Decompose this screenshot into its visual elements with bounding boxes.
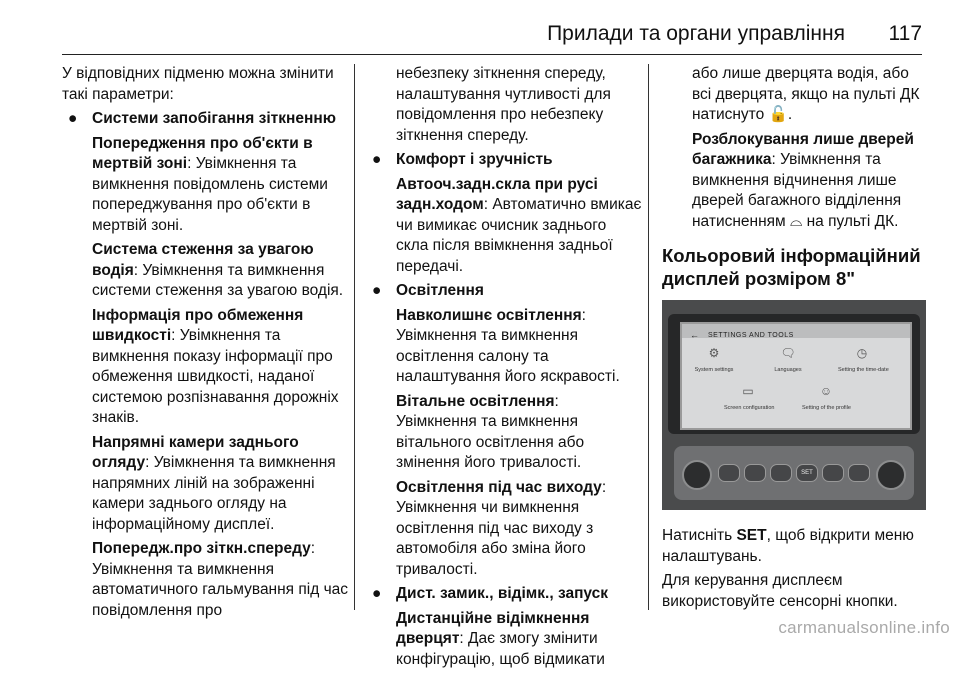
setting-term: Інформація про обмеження швидкості [92, 306, 304, 344]
setting-term: Вітальне освітлення [396, 392, 555, 410]
panel-button [770, 464, 792, 482]
screen-tile [724, 384, 775, 419]
languages-icon: 🗨 [780, 346, 796, 360]
column-divider [354, 64, 355, 610]
screen-tile [690, 346, 738, 381]
system-settings-icon: ⚙ [708, 346, 720, 360]
panel-button [744, 464, 766, 482]
screen-tile [838, 346, 889, 381]
setting-item [692, 130, 932, 233]
bullet-dot: ● [372, 585, 382, 602]
setting-desc: : Увімкнення та вимкнення показу інформації про обмеження швидкості, наданої системою розпізнавання дорожніх знаків. [92, 327, 339, 426]
setting-term: Напрямні камери заднього огляду [92, 433, 299, 471]
page-header [0, 0, 960, 60]
continuation-part: . [787, 106, 793, 123]
intro-text: У відповідних підменю можна змінити такі параметри: [62, 65, 334, 103]
setting-item [396, 306, 642, 388]
continuation-text: небезпеку зіткнення спереду, налаштування чутливості для повідомлення про небезпеку зіткнення спереду. [396, 65, 611, 144]
setting-item [92, 240, 348, 302]
volume-knob [682, 460, 712, 490]
column-3 [662, 64, 932, 616]
setting-item [92, 433, 348, 536]
screen-config-icon: ▭ [742, 384, 754, 398]
page-title: Прилади та органи управління [547, 22, 845, 45]
setting-item [92, 306, 348, 429]
screen-tile [764, 346, 812, 381]
profile-icon: ☺ [819, 384, 833, 398]
bullet-dot: ● [68, 110, 78, 127]
setting-list [366, 175, 642, 278]
watermark: carmanualsonline.info [778, 618, 950, 637]
unlock-icon: 🔓 [768, 106, 788, 123]
setting-term: Навколишнє освітлення [396, 306, 582, 324]
setting-list [366, 64, 642, 146]
bullet-label: Освітлення [396, 282, 484, 299]
tile-label: Screen configuration [724, 405, 775, 411]
setting-desc: : Увімкнення та вимкнення повідомлень системи попереджування про об'єкти в мертвій зоні. [92, 155, 328, 234]
bullet-label: Комфорт і зручність [396, 151, 553, 168]
panel-button [848, 464, 870, 482]
instruction-part: , щоб відкрити меню налаштувань. [662, 527, 914, 565]
setting-desc: : Автоматично вмикає чи вимикає очисник заднього скла після ввімкнення задньої передачі. [396, 196, 642, 275]
page-number: 117 [888, 22, 922, 45]
tile-label: Languages [774, 367, 802, 373]
setting-desc: : Увімкнення та вимкнення відчинення лише дверей багажного відділення натисненням [692, 151, 902, 230]
header-rule [62, 54, 922, 55]
setting-desc: : Увімкнення та вимкнення автоматичного гальмування під час повідомлення про [92, 540, 349, 619]
setting-desc: на пульті ДК. [802, 212, 899, 230]
setting-term: Автооч.задн.скла при русі задн.ходом [396, 175, 598, 213]
setting-item [92, 539, 348, 621]
setting-desc: : Дає змогу змінити конфігурацію, щоб відмикати [396, 630, 605, 668]
bullet-label: Дист. замик., відімк., запуск [396, 585, 609, 602]
setting-desc: : Увімкнення та вимкнення системи стеження за увагою водія. [92, 261, 344, 299]
bullet-remote-locking [366, 584, 642, 605]
screen-title: SETTINGS AND TOOLS [708, 332, 794, 339]
bullet-comfort [366, 150, 642, 171]
continuation-part: або лише дверцята водія, або всі дверцята, якщо на пульті ДК натиснуто [692, 65, 920, 123]
screen-tile [802, 384, 850, 419]
setting-list [662, 64, 932, 232]
setting-desc: : Увімкнення чи вимкнення освітлення під час виходу з автомобіля або зміна його тривалості. [396, 478, 607, 578]
continuation-text [692, 64, 932, 126]
infotainment-photo [662, 300, 926, 510]
bullet-dot: ● [372, 151, 382, 168]
setting-list [366, 306, 642, 581]
setting-term: Дистанційне відімкнення дверцят [396, 609, 590, 647]
instruction-text: Для керування дисплеєм використовуйте сенсорні кнопки. [662, 572, 898, 610]
screen-title-bar [682, 324, 910, 338]
tile-label: System settings [694, 367, 734, 373]
setting-term: Попередж.про зіткн.спереду [92, 540, 311, 557]
tile-label: Setting the time-date [838, 367, 889, 373]
setting-item [396, 392, 642, 474]
setting-item [396, 478, 642, 581]
display-screen [680, 322, 912, 430]
section-heading: Кольоровий інформаційний дисплей розміром 8" [662, 245, 921, 289]
setting-list [366, 609, 642, 671]
set-button: SET [796, 464, 818, 482]
panel-button [822, 464, 844, 482]
setting-item [396, 175, 642, 278]
setting-list [62, 134, 348, 622]
panel-button [718, 464, 740, 482]
bullet-collision-systems [62, 109, 348, 130]
setting-desc: : Увімкнення та вимкнення освітлення салону та налаштування його яскравості. [396, 306, 620, 385]
bullet-dot: ● [372, 282, 382, 299]
setting-desc: : Увімкнення та вимкнення вітального освітлення або змінення його тривалості. [396, 392, 585, 471]
setting-item [92, 134, 348, 237]
setting-item [396, 609, 642, 671]
back-arrow-icon: ← [690, 330, 699, 340]
setting-term: Попередження про об'єкти в мертвій зоні [92, 134, 313, 172]
setting-desc: : Увімкнення та вимкнення напрямних ліній на зображенні камери заднього огляду на інформаційному дисплеї. [92, 454, 336, 533]
instruction-part: Натисніть [662, 527, 737, 544]
instruction-text [662, 526, 932, 567]
column-divider [648, 64, 649, 610]
column-1 [62, 64, 348, 625]
column-2 [366, 64, 642, 674]
tuning-knob [876, 460, 906, 490]
setting-term: Розблокування лише дверей багажника [692, 130, 914, 168]
bullet-label: Системи запобігання зіткненню [92, 110, 336, 127]
trunk-icon: ⌓ [790, 212, 803, 230]
tile-label: Setting of the profile [802, 405, 851, 411]
clock-icon: ◷ [856, 346, 868, 360]
setting-term: Система стеження за увагою водія [92, 241, 314, 279]
set-key-label: SET [736, 527, 767, 544]
bullet-lighting [366, 281, 642, 302]
setting-term: Освітлення під час виходу [396, 478, 602, 496]
